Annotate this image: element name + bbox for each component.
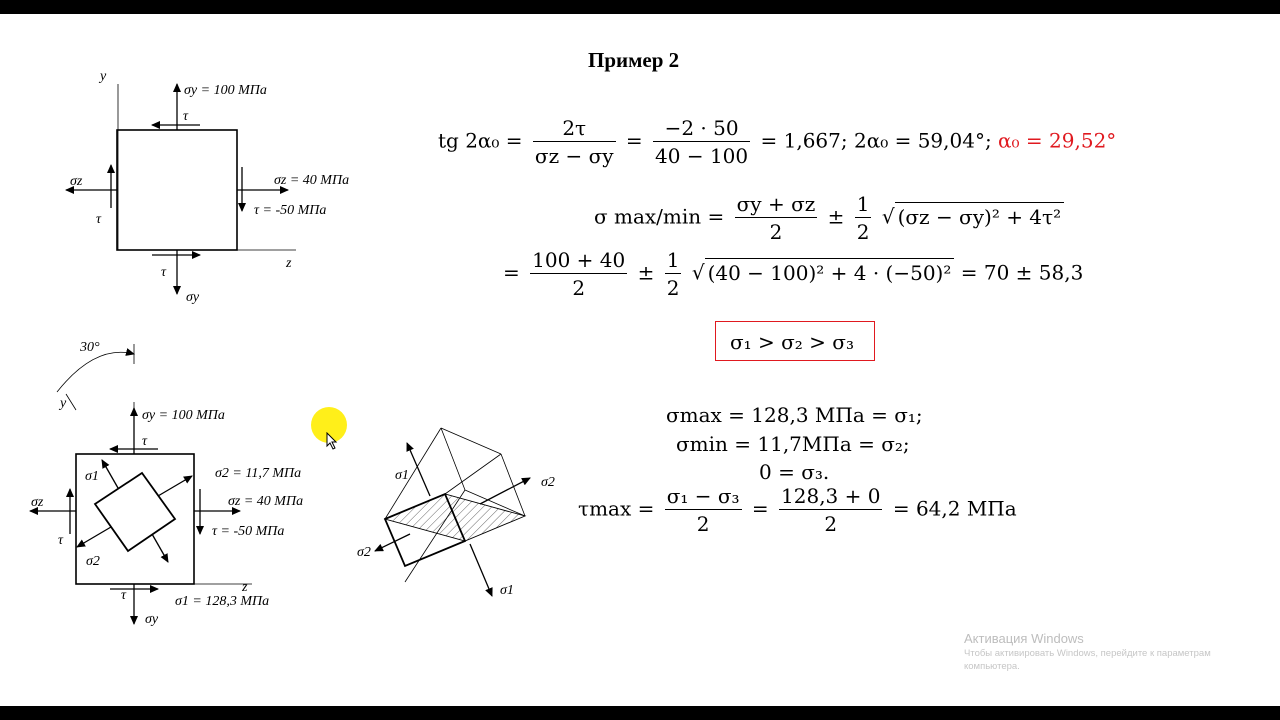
- principal-cube-diagram: [340, 414, 580, 614]
- eq3-fraction: $\frac{100 + 40}{2}$: [532, 248, 626, 300]
- equation-sigma-maxmin: [594, 194, 1064, 242]
- eq3-sqrt: √ (40 − 100)² + 4 · (−50)²: [692, 258, 955, 285]
- sigma-z-left-label: σz: [70, 174, 83, 189]
- eq3-rest: = 70 ± 58,3: [960, 260, 1084, 285]
- eq1-lhs: tg 2α₀ =: [438, 128, 523, 153]
- activation-watermark-title: Активация Windows: [964, 631, 1084, 646]
- cube-sigma2-left: σ2: [357, 545, 371, 560]
- sigma-y-top-label: σy = 100 МПа: [184, 83, 267, 98]
- equation-tau-max: [578, 486, 1017, 534]
- sigma-y-top-label-rot: σy = 100 МПа: [142, 408, 225, 423]
- sigma-z-left-label-rot: σz: [31, 495, 44, 510]
- tau-top-label-rot: τ: [142, 434, 148, 449]
- tau-bottom-label: τ: [161, 265, 167, 280]
- eq2-fraction: $\frac{\sigma y + \sigma z}{2}$: [736, 192, 816, 244]
- sigma1-left-label: σ1: [85, 469, 99, 484]
- mouse-pointer-icon: [326, 432, 338, 450]
- eq1-result: α₀ = 29,52°: [998, 128, 1117, 153]
- slide: [0, 14, 1280, 706]
- stress-element-diagram: [0, 14, 380, 314]
- tau-left-label-rot: τ: [58, 533, 64, 548]
- eq1-equals: =: [625, 128, 643, 153]
- angle-label: 30°: [80, 340, 100, 355]
- eq7-fraction-1: $\frac{\text{σ₁ − σ₃}}{2}$: [666, 484, 740, 536]
- tau-left-label: τ: [96, 212, 102, 227]
- sigma2-right-label: σ2 = 11,7 МПа: [215, 466, 302, 481]
- sigma-y-bottom-label: σy: [186, 290, 200, 305]
- tau-right-label: τ = -50 МПа: [254, 203, 327, 218]
- sigma-max-line: σmax = 128,3 МПа = σ₁;: [666, 403, 923, 427]
- equation-tan-angle: [438, 118, 1116, 166]
- tau-top-label: τ: [183, 109, 189, 124]
- cube-sigma2-right: σ2: [541, 475, 555, 490]
- eq3-half: $\frac{1}{2}$: [666, 248, 680, 300]
- eq1-fraction-2: $\frac{-2 \cdot 50}{40 - 100}$: [655, 116, 749, 168]
- eq2-half: $\frac{1}{2}$: [856, 192, 870, 244]
- eq7-fraction-2: $\frac{128,3 + 0}{2}$: [781, 484, 881, 536]
- eq7-equals: =: [751, 496, 769, 521]
- axis-z-label-rot: z: [242, 580, 248, 595]
- eq2-pm: ±: [827, 204, 845, 229]
- sigma-y-bottom-label-rot: σy: [145, 612, 159, 627]
- eq3-equals: =: [503, 260, 520, 285]
- eq7-rest: = 64,2 МПа: [892, 496, 1017, 521]
- eq2-sqrt: √ (σz − σy)² + 4τ²: [882, 202, 1064, 229]
- eq1-fraction-1: $\frac{2\tau}{\sigma z - \sigma y}$: [534, 116, 614, 168]
- equation-sigma-values: [503, 250, 1083, 298]
- activation-watermark-text: Чтобы активировать Windows, перейдите к параметрам компьютера.: [964, 648, 1211, 672]
- sigma2-left-label: σ2: [86, 554, 100, 569]
- eq3-pm: ±: [637, 260, 655, 285]
- axis-y-label: y: [100, 69, 107, 84]
- tau-right-label-rot: τ = -50 МПа: [212, 524, 285, 539]
- sigma1-bottom-label: σ1 = 128,3 МПа: [175, 594, 270, 609]
- ordering-text: σ₁ > σ₂ > σ₃: [730, 330, 854, 354]
- sigma-min-line: σmin = 11,7МПа = σ₂;: [676, 432, 910, 456]
- sigma-z-right-label: σz = 40 МПа: [274, 173, 350, 188]
- sigma3-line: 0 = σ₃.: [759, 460, 830, 484]
- eq2-lhs: σ max/min =: [594, 204, 725, 229]
- principal-stress-diagram: [0, 324, 360, 644]
- cube-sigma1-bottom: σ1: [500, 583, 514, 598]
- tau-bottom-label-rot: τ: [121, 588, 127, 603]
- eq7-lhs: τmax =: [578, 496, 655, 521]
- axis-y-label-rot: y: [60, 396, 67, 411]
- cube-sigma1-top: σ1: [395, 468, 409, 483]
- sigma-z-right-label-rot: σz = 40 МПа: [228, 494, 304, 509]
- eq1-rest: = 1,667; 2α₀ = 59,04°;: [760, 128, 992, 153]
- slide-title: Пример 2: [588, 48, 680, 72]
- axis-z-label: z: [286, 256, 292, 271]
